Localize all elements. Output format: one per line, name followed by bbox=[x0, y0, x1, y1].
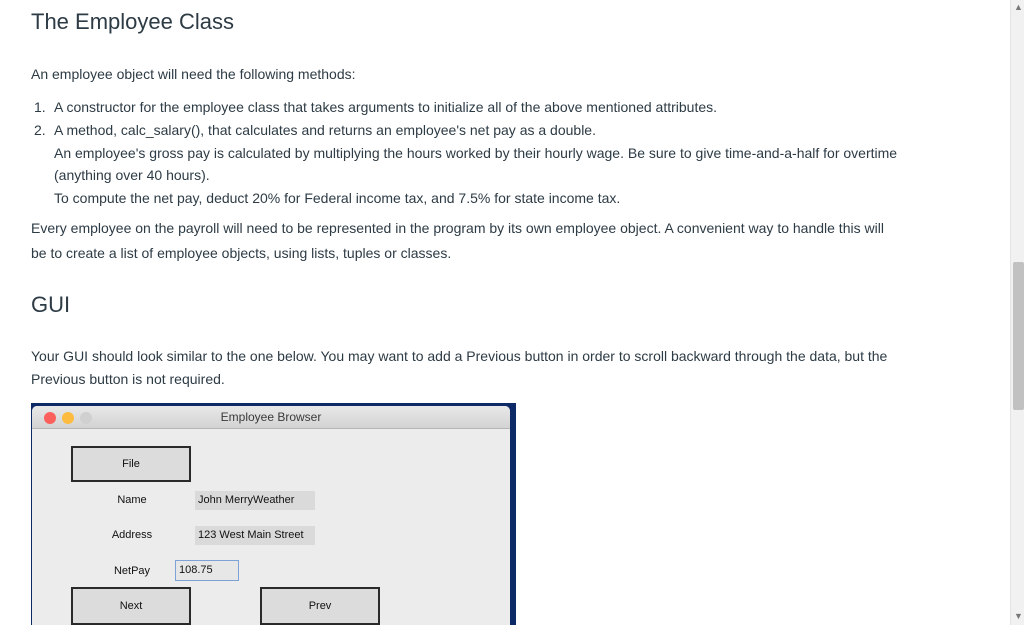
name-label: Name bbox=[117, 494, 147, 506]
heading-gui: GUI bbox=[31, 292, 71, 317]
list-item-text: A method, calc_salary(), that calculates and returns an employee's net pay as a double. bbox=[54, 122, 596, 138]
gui-paragraph-line2: Previous button is not required. bbox=[31, 371, 225, 387]
list-item-2 bbox=[34, 122, 596, 138]
scroll-thumb[interactable] bbox=[1013, 262, 1024, 410]
list-number: 1. bbox=[34, 99, 46, 115]
name-field: John MerryWeather bbox=[195, 491, 315, 510]
netpay-label: NetPay bbox=[113, 565, 151, 577]
payroll-paragraph-line2: be to create a list of employee objects, using lists, tuples or classes. bbox=[31, 245, 452, 261]
file-button: File bbox=[71, 446, 191, 482]
next-button: Next bbox=[71, 587, 191, 625]
list-item-text: A constructor for the employee class that takes arguments to initialize all of the above mentioned attributes. bbox=[54, 99, 718, 115]
heading-employee-class: The Employee Class bbox=[31, 9, 234, 34]
employee-browser-window bbox=[32, 406, 510, 625]
overtime-text: (anything over 40 hours). bbox=[54, 167, 210, 183]
list-number: 2. bbox=[34, 122, 46, 138]
gross-pay-text: An employee's gross pay is calculated by multiplying the hours worked by their hourly wage. Be sure to give time-and-a-half for overtime bbox=[54, 145, 898, 161]
intro-text: An employee object will need the following methods: bbox=[31, 66, 356, 82]
desktop-edge bbox=[510, 406, 516, 625]
window-titlebar bbox=[32, 406, 510, 429]
gui-paragraph-line1: Your GUI should look similar to the one below. You may want to add a Previous button in order to scroll backward through the data, but the bbox=[31, 348, 888, 364]
list-item-1 bbox=[34, 99, 717, 115]
gui-screenshot bbox=[31, 403, 516, 625]
scroll-down-icon[interactable]: ▼ bbox=[1014, 611, 1023, 621]
net-pay-text: To compute the net pay, deduct 20% for Federal income tax, and 7.5% for state income tax. bbox=[54, 190, 621, 206]
window-title: Employee Browser bbox=[220, 410, 322, 424]
address-label: Address bbox=[111, 529, 153, 541]
address-field: 123 West Main Street bbox=[195, 526, 315, 545]
scroll-up-icon[interactable]: ▲ bbox=[1014, 2, 1023, 12]
page-scrollbar[interactable] bbox=[1010, 0, 1024, 625]
payroll-paragraph-line1: Every employee on the payroll will need to be represented in the program by its own employee object. A convenient way to handle this will bbox=[31, 220, 884, 236]
prev-button: Prev bbox=[260, 587, 380, 625]
netpay-field: 108.75 bbox=[175, 560, 239, 581]
